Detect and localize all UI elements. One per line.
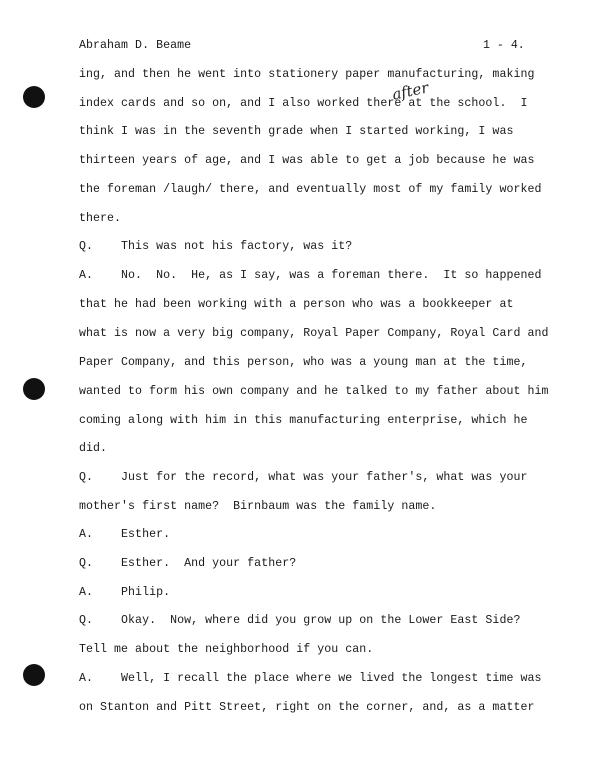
transcript-line: that he had been working with a person who was a bookkeeper at [79, 298, 514, 311]
transcript-line: Q. Okay. Now, where did you grow up on the Lower East Side? [79, 614, 521, 627]
page-number: 1 - 4. [483, 39, 525, 52]
handwritten-correction: after [390, 78, 431, 104]
transcript-line: think I was in the seventh grade when I started working, I was [79, 125, 514, 138]
transcript-line: ing, and then he went into stationery paper manufacturing, making [79, 68, 535, 81]
transcript-line: Paper Company, and this person, who was a young man at the time, [79, 356, 528, 369]
transcript-line: A. Philip. [79, 586, 171, 599]
transcript-line: the foreman /laugh/ there, and eventually most of my family worked [79, 183, 542, 196]
transcript-line: coming along with him in this manufacturing enterprise, which he [79, 414, 528, 427]
header-name: Abraham D. Beame [79, 39, 192, 52]
transcript-line: A. Esther. [79, 528, 171, 541]
transcript-line: index cards and so on, and I also worked there at the school. I [79, 97, 528, 110]
transcript-line: did. [79, 442, 108, 455]
transcript-line: what is now a very big company, Royal Paper Company, Royal Card and [79, 327, 549, 340]
transcript-line: mother's first name? Birnbaum was the family name. [79, 500, 437, 513]
punch-hole [23, 664, 45, 686]
transcript-line: Q. Esther. And your father? [79, 557, 297, 570]
transcript-line: A. Well, I recall the place where we lived the longest time was [79, 672, 542, 685]
transcript-line: on Stanton and Pitt Street, right on the corner, and, as a matter [79, 701, 535, 714]
transcript-line: A. No. No. He, as I say, was a foreman there. It so happened [79, 269, 542, 282]
punch-hole [23, 86, 45, 108]
transcript-line: wanted to form his own company and he talked to my father about him [79, 385, 549, 398]
transcript-line: Tell me about the neighborhood if you can. [79, 643, 374, 656]
transcript-line: there. [79, 212, 122, 225]
transcript-line: thirteen years of age, and I was able to get a job because he was [79, 154, 535, 167]
transcript-line: Q. Just for the record, what was your father's, what was your [79, 471, 528, 484]
punch-hole [23, 378, 45, 400]
transcript-line: Q. This was not his factory, was it? [79, 240, 353, 253]
